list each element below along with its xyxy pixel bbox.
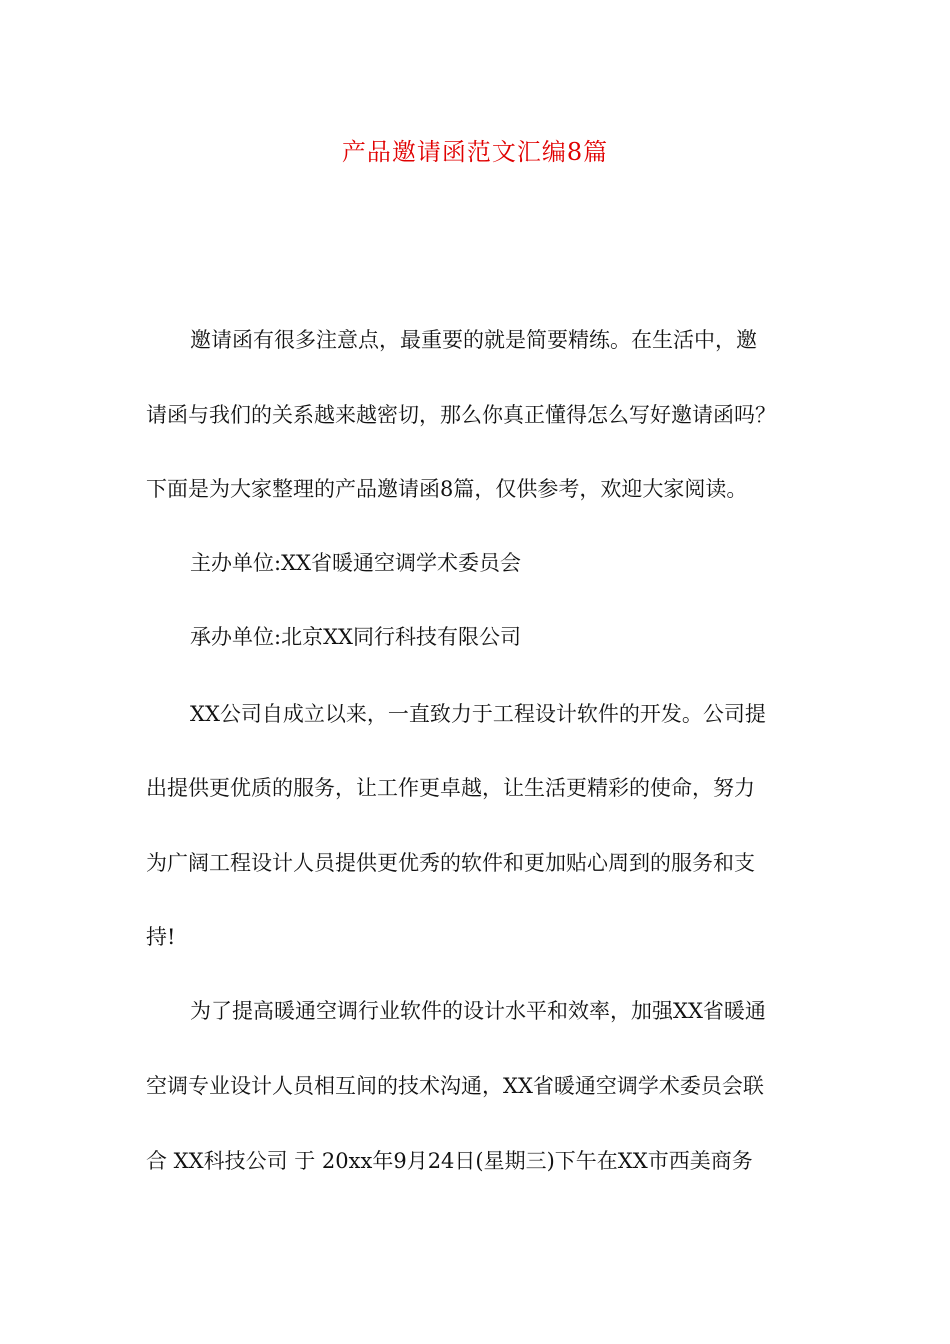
paragraph-2-line-2: 出提供更优质的服务，让工作更卓越，让生活更精彩的使命，努力 (146, 776, 755, 800)
document-title: 产品邀请函范文汇编8篇 (341, 138, 609, 166)
paragraph-2-line-1: XX公司自成立以来，一直致力于工程设计软件的开发。公司提 (190, 702, 766, 726)
paragraph-3-line-1: 为了提高暖通空调行业软件的设计水平和效率，加强XX省暖通 (190, 999, 766, 1023)
co-organizer-line: 承办单位:北京XX同行科技有限公司 (190, 625, 521, 649)
paragraph-2-line-3: 为广阔工程设计人员提供更优秀的软件和更加贴心周到的服务和支 (146, 851, 755, 875)
paragraph-1-line-3: 下面是为大家整理的产品邀请函8篇，仅供参考，欢迎大家阅读。 (146, 477, 748, 501)
paragraph-3-line-2: 空调专业设计人员相互间的技术沟通，XX省暖通空调学术委员会联 (146, 1074, 764, 1098)
organizer-line: 主办单位:XX省暖通空调学术委员会 (190, 551, 521, 575)
paragraph-2-line-4: 持! (146, 925, 176, 949)
paragraph-3-line-3: 合 XX科技公司 于 20xx年9月24日(星期三)下午在XX市西美商务 (146, 1149, 753, 1173)
paragraph-1-line-1: 邀请函有很多注意点，最重要的就是简要精练。在生活中，邀 (190, 328, 757, 352)
paragraph-1-line-2: 请函与我们的关系越来越密切，那么你真正懂得怎么写好邀请函吗？ (146, 403, 776, 427)
